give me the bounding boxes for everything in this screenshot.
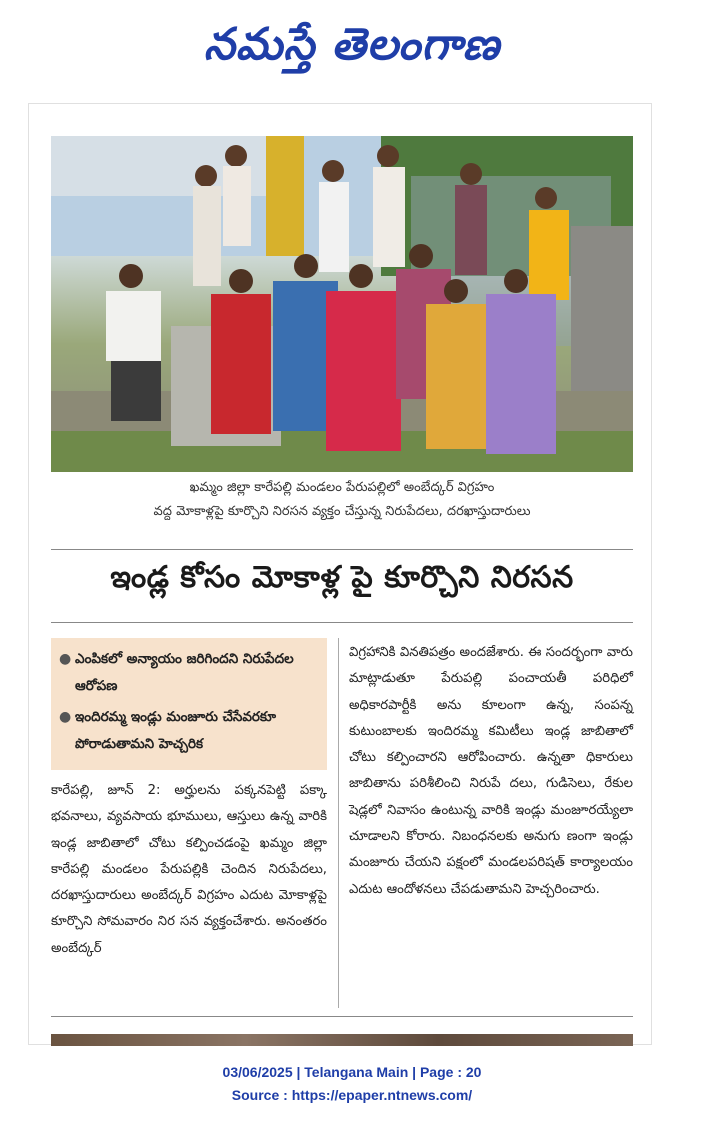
bullet-icon: ●: [59, 651, 72, 667]
column-divider: [338, 638, 339, 1008]
highlight-item: [57, 646, 321, 700]
news-photo: [51, 136, 633, 472]
caption-line-2: వద్ద మోకాళ్లపై కూర్చొని నిరసన వ్యక్తం చేస్తున్న నిరుపేదలు, దరఖాస్తుదారులు: [153, 504, 531, 519]
caption-line-1: ఖమ్మం జిల్లా కారేపల్లి మండలం పేరుపల్లిలో అంబేద్కర్ విగ్రహం: [189, 480, 495, 495]
bullet-icon: ●: [59, 709, 72, 725]
article-body-left: కారేపల్లి, జూన్ 2: అర్హులను పక్కనపెట్టి పక్కా భవనాలు, వ్యవసాయ భూములు, ఆస్తులు ఉన్న వారికి ఇండ్ల జాబితాలో చోటు కల్పించడంపై ఖమ్మం జిల్లా కారేపల్లి మండలం పేరుపల్లికి చెందిన నిరుపేదలు, దరఖాస్తుదారులు అంబేద్కర్ విగ్రహం ఎదుట మోకాళ్లపై కూర్చొని సోమవారం నిర సన వ్యక్తంచేశారు. అనంతరం అంబేద్కర్: [51, 783, 327, 956]
masthead: [0, 0, 704, 90]
divider-top: [51, 549, 633, 550]
footer-source-link[interactable]: Source : https://epaper.ntnews.com/: [231, 1087, 473, 1103]
footer-edition-info: 03/06/2025 | Telangana Main | Page : 20: [222, 1064, 482, 1080]
divider-bottom: [51, 1016, 633, 1017]
next-article-photo-strip: [51, 1034, 633, 1046]
highlight-item: [57, 704, 321, 758]
photo-illustration: [51, 136, 633, 472]
highlights-box: [51, 638, 327, 770]
news-clipping: [28, 103, 652, 1045]
highlight-text: ఎంపికలో అన్యాయం జరిగిందని నిరుపేదల ఆరోపణ: [75, 651, 294, 694]
photo-caption: [51, 476, 633, 524]
article-body-right: విగ్రహానికి వినతిపత్రం అందజేశారు. ఈ సందర్భంగా వారు మాట్లాడుతూ పేరుపల్లి పంచాయతీ పరిధిలో అధికారపార్టీకి అను కూలంగా ఉన్న, సంపన్న కుటుంబాలకు ఇందిరమ్మ కమిటీలు ఇండ్ల జాబితాలో చోటు కల్పించారని ఆరోపించారు. ఉన్నతా ధికారులు జాబితాను పరిశీలించి నిరుపే దలు, గుడిసెలు, రేకుల షెడ్లలో నివాసం ఉంటున్న వారికి ఇండ్లు మంజూరయ్యేలా చూడాలని కోరారు. నిబంధనలకు అనుగు ణంగా ఇండ్లు మంజూరు చేయని పక్షంలో మండలపరిషత్ కార్యాలయం ఎదుట ఆందోళనలు చేపడుతామని హెచ్చరించారు.: [349, 645, 633, 897]
headline: ఇండ్ల కోసం మోకాళ్ల పై కూర్చొని నిరసన: [110, 560, 574, 595]
divider-headline: [51, 622, 633, 623]
masthead-logo: నమస్తే తెలంగాణ: [203, 19, 501, 70]
highlight-text: ఇందిరమ్మ ఇండ్లు మంజూరు చేసేవరకూ పోరాడుతామని హెచ్చరిక: [75, 709, 276, 752]
